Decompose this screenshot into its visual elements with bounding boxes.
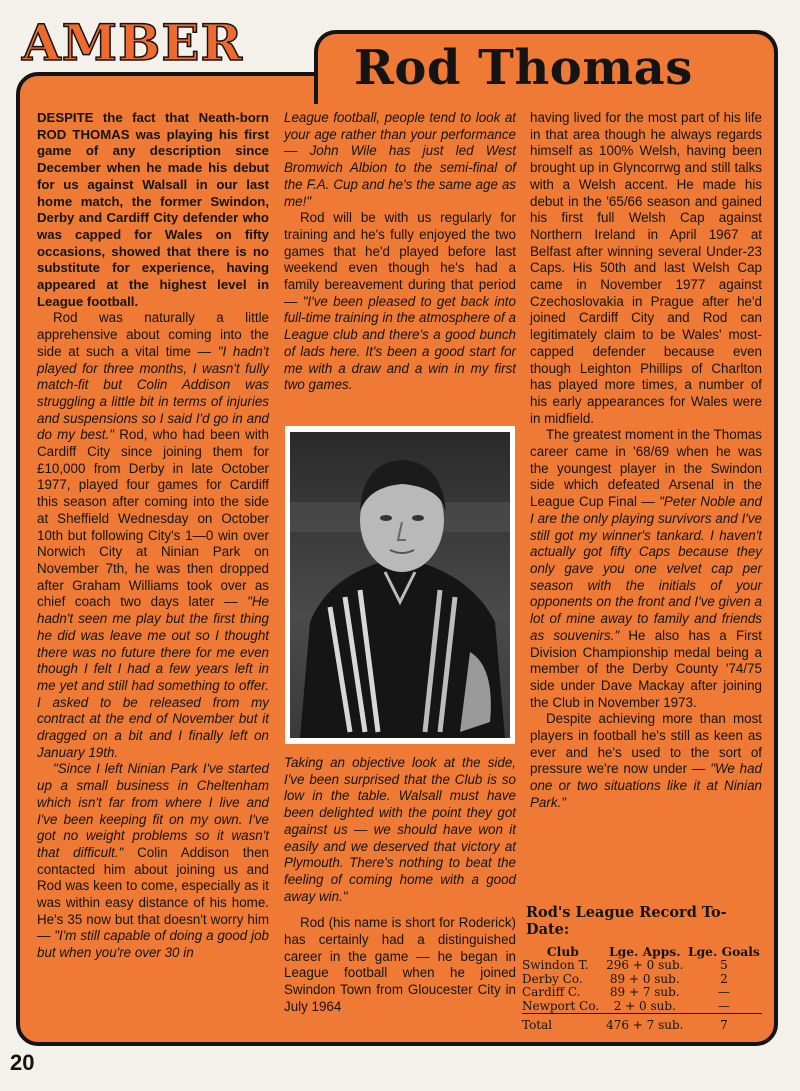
column-header: Club <box>546 944 579 959</box>
paragraph: "Since I left Ninian Park I've started up a small business in Cheltenham which isn't far from where I live and I've been keeping fit on my own. I've got no weight problems so it wasn't that difficult." Colin Addison then contacted him about joining us and Rod was keen to come, especially as it was within easy distance of his home. He's 35 now but that doesn't worry him — "I'm still capable of doing a good job but when you're over 30 in <box>37 761 269 961</box>
goals-cell: — <box>717 985 730 999</box>
paragraph: Rod (his name is short for Roderick) has certainly had a distinguished career in the game — he began in League football when he joined Swindon Town from Gloucester City in July 1964 <box>284 915 516 1014</box>
total-apps: 476 + 7 sub. <box>604 1014 686 1033</box>
table-total-row <box>522 1014 762 1033</box>
total-goals: 7 <box>686 1014 762 1033</box>
paragraph: The greatest moment in the Thomas career came in '68/69 when he was the youngest player in the Swindon side which defeated Arsenal in the League Cup Final — "Peter Noble and I are the only playing survivors and I've still got my winner's tankard. I haven't actually got fifty Caps because they only gave you one velvet cap per season with the initials of your opponents on the front and I've given a lot of mine away to family and friends as souvenirs." He also has a First Division Championship medal being a member of the Derby County '74/75 side under Dave Mackay after joining the Club in November 1973. <box>530 427 762 710</box>
table-row <box>522 959 762 973</box>
column-header: Lge. Apps. <box>608 944 681 959</box>
apps-cell: 89 + 0 sub. <box>609 971 680 986</box>
player-portrait-image <box>290 432 510 738</box>
apps-cell: 2 + 0 sub. <box>613 998 676 1013</box>
league-record-table <box>522 944 762 1033</box>
player-photo <box>285 426 515 744</box>
league-record-box <box>522 904 766 1033</box>
paragraph: Rod was naturally a little apprehensive about coming into the side at such a vital time — "I hadn't played for three months, I wasn't fully match-fit but Colin Addison was struggling a little bit in terms of injuries and suspensions so I said I'd go in and do my best." Rod, who had been with Cardiff City since joining them for £10,000 from Derby in late October 1977, played four games for Cardiff this season after coming into the side at Sheffield Wednesday on October 10th but following City's 1—0 win over Norwich City at Ninian Park on November 7th, he was then dropped after Graham Williams took over as chief coach two days later — "He hadn't seen me play but the first thing he did was leave me out so I thought there was no future there for me even though I felt I had a few years left in me yet and still had something to offer. I asked to be released from my contract at the end of November but it dragged on a bit and I finally left on January 19th. <box>37 310 269 760</box>
club-cell: Newport Co. <box>522 998 600 1013</box>
league-record-title: Rod's League Record To-Date: <box>526 904 727 938</box>
paragraph: League football, people tend to look at your age rather than your performance — John Wile has just led West Bromwich Albion to the semi-final of the F.A. Cup and he's the same age as me!" <box>284 110 516 209</box>
article-column-3 <box>530 110 762 812</box>
club-cell: Derby Co. <box>522 971 583 986</box>
article-column-2 <box>284 110 516 394</box>
page-title: Rod Thomas <box>354 40 693 96</box>
goals-cell: 2 <box>720 971 728 986</box>
section-label: AMBER <box>22 13 244 72</box>
paragraph: Rod will be with us regularly for training and he's fully enjoyed the two games that he'd played before last weekend even though he's had a family bereavement during that period — "I've been pleased to get back into full-time training in the atmosphere of a League club and there's a good bunch of lads here. It's been a good start for me with a draw and a win in my first two games. <box>284 210 516 393</box>
table-row <box>522 986 762 1000</box>
page-number: 20 <box>10 1050 35 1075</box>
paragraph: having lived for the most part of his life in that area though he always regards himself as 100% Welsh, having been brought up in Glyncorrwg and still talks with a Welsh accent. He made his debut in the '65/66 season and gained his first full Welsh Cap against Northern Ireland in April 1967 at Belfast after winning several Under-23 Caps. His 50th and last Welsh Cap came in November 1977 against Czechoslovakia in Prague after he'd joined Cardiff City and Rod can legitimately claim to be Wales' most-capped defender because even though Leighton Phillips of Charlton has played more times, a number of his early appearances for Wales were in midfield. <box>530 110 762 426</box>
apps-cell: 296 + 0 sub. <box>606 958 684 972</box>
club-cell: Swindon T. <box>522 958 589 972</box>
goals-cell: 5 <box>720 958 728 972</box>
table-row <box>522 973 762 987</box>
total-label: Total <box>522 1014 604 1033</box>
club-cell: Cardiff C. <box>522 985 581 999</box>
article-column-2-continued <box>284 755 516 1016</box>
apps-cell: 89 + 7 sub. <box>609 985 680 999</box>
article-column-1 <box>37 110 269 962</box>
lead-paragraph: DESPITE the fact that Neath-born ROD THOMAS was playing his first game of any description since December when he made his debut for us against Walsall in our last home match, the former Swindon, Derby and Cardiff City defender who was capped for Wales on fifty occasions, showed that there is no substitute for experience, having appeared at the highest level in League football. <box>37 110 269 309</box>
table-row <box>522 1000 762 1014</box>
column-header: Lge. Goals <box>687 944 760 959</box>
paragraph: Taking an objective look at the side, I've been surprised that the Club is so low in the table. Walsall must have been delighted with the point they got against us — we should have won it easily and we deserved that victory at Plymouth. There's nothing to beat the feeling of coming home with a good away win." <box>284 755 516 904</box>
goals-cell: — <box>717 998 730 1013</box>
table-header-row <box>522 944 762 959</box>
paragraph: Despite achieving more than most players in football he's still as keen as ever and he's used to the sort of pressure we're now under — "We had one or two situations like it at Ninian Park." <box>530 711 762 810</box>
